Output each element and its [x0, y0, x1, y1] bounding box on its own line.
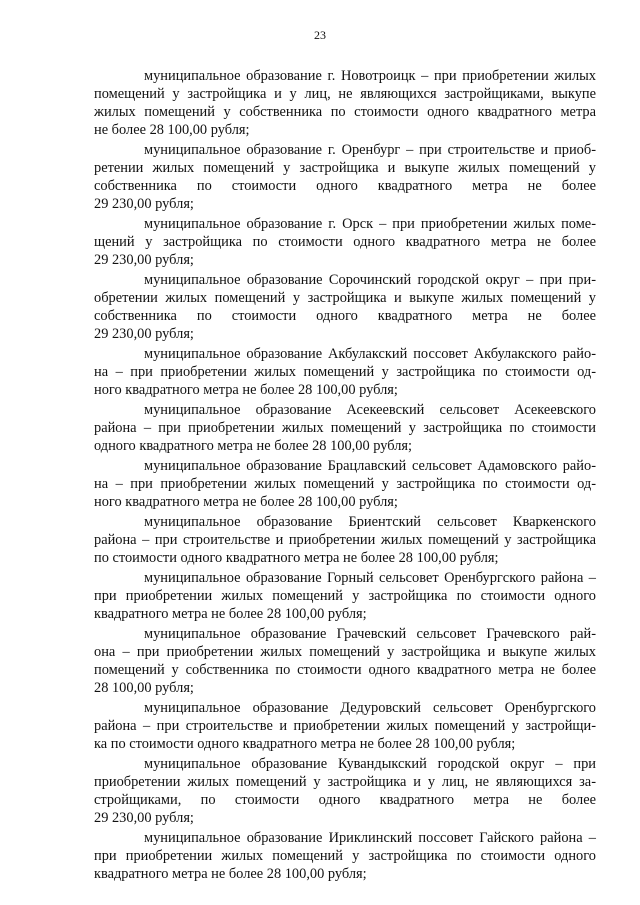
paragraph-line: собственника по стоимости одного квадратного метра не более [94, 308, 596, 324]
paragraph-line: не более 28 100,00 рубля; [94, 122, 250, 138]
paragraph-line: квадратного метра не более 28 100,00 рубля; [94, 606, 367, 622]
paragraph [94, 457, 596, 511]
paragraph-line: 29 230,00 рубля; [94, 326, 194, 342]
paragraph-line: собственника по стоимости одного квадратного метра не более [94, 178, 596, 194]
paragraph-line: муниципальное образование г. Новотроицк – при приобретении жилых [144, 68, 596, 84]
paragraph [94, 625, 596, 697]
paragraph-line: обретении жилых помещений у застройщика и выкупе жилых помещений у [94, 290, 596, 306]
paragraph-line: 29 230,00 рубля; [94, 252, 194, 268]
paragraph-line: ка по стоимости одного квадратного метра не более 28 100,00 рубля; [94, 736, 516, 752]
paragraph [94, 141, 596, 213]
paragraph-line: на – при приобретении жилых помещений у застройщика по стоимости од- [94, 476, 596, 492]
paragraph [94, 67, 596, 139]
paragraph-line: стройщиками, по стоимости одного квадратного метра не более [94, 792, 596, 808]
paragraph-line: муниципальное образование г. Орск – при приобретении жилых поме- [144, 216, 596, 232]
paragraph-line: ного квадратного метра не более 28 100,00 рубля; [94, 494, 398, 510]
paragraph-line: района – при строительстве и приобретении жилых помещений у застройщика [94, 532, 596, 548]
paragraph [94, 755, 596, 827]
paragraph-line: муниципальное образование Брацлавский сельсовет Адамовского райо- [144, 458, 596, 474]
paragraph-line: муниципальное образование Горный сельсовет Оренбургского района – [144, 570, 596, 586]
document-body [94, 67, 596, 885]
paragraph-line: щений у застройщика по стоимости одного квадратного метра не более [94, 234, 596, 250]
paragraph-line: на – при приобретении жилых помещений у застройщика по стоимости од- [94, 364, 596, 380]
paragraph [94, 345, 596, 399]
page-number: 23 [314, 28, 326, 42]
paragraph-line: по стоимости одного квадратного метра не более 28 100,00 рубля; [94, 550, 499, 566]
paragraph-line: муниципальное образование Дедуровский сельсовет Оренбургского [144, 700, 596, 716]
paragraph [94, 513, 596, 567]
paragraph-line: муниципальное образование Грачевский сельсовет Грачевского рай- [144, 626, 596, 642]
paragraph-line: квадратного метра не более 28 100,00 рубля; [94, 866, 367, 882]
paragraph [94, 215, 596, 269]
paragraph-line: муниципальное образование Бриентский сельсовет Кваркенского [144, 514, 596, 530]
paragraph-line: муниципальное образование Кувандыкский городской округ – при [144, 756, 596, 772]
paragraph-line: района – при приобретении жилых помещений у застройщика по стоимости [94, 420, 596, 436]
paragraph-line: муниципальное образование Асекеевский сельсовет Асекеевского [144, 402, 596, 418]
paragraph-line: приобретении жилых помещений у застройщика и у лиц, не являющихся за- [94, 774, 596, 790]
paragraph [94, 829, 596, 883]
paragraph-line: помещений у застройщика и у лиц, не являющихся застройщиками, выкупе [94, 86, 596, 102]
paragraph-line: ного квадратного метра не более 28 100,00 рубля; [94, 382, 398, 398]
paragraph-line: при приобретении жилых помещений у застройщика по стоимости одного [94, 848, 596, 864]
paragraph [94, 699, 596, 753]
paragraph-line: при приобретении жилых помещений у застройщика по стоимости одного [94, 588, 596, 604]
paragraph-line: 29 230,00 рубля; [94, 196, 194, 212]
paragraph-line: муниципальное образование Сорочинский городской округ – при при- [144, 272, 596, 288]
paragraph-line: 28 100,00 рубля; [94, 680, 194, 696]
paragraph-line: ретении жилых помещений у застройщика и выкупе жилых помещений у [94, 160, 596, 176]
paragraph-line: помещений у собственника по стоимости одного квадратного метра не более [94, 662, 596, 678]
paragraph-line: одного квадратного метра не более 28 100,00 рубля; [94, 438, 413, 454]
paragraph-line: муниципальное образование Акбулакский поссовет Акбулакского райо- [144, 346, 596, 362]
paragraph-line: 29 230,00 рубля; [94, 810, 194, 826]
paragraph-line: жилых помещений у собственника по стоимости одного квадратного метра [94, 104, 596, 120]
paragraph-line: она – при приобретении жилых помещений у застройщика и выкупе жилых [94, 644, 596, 660]
paragraph [94, 569, 596, 623]
paragraph-line: муниципальное образование Ириклинский поссовет Гайского района – [144, 830, 596, 846]
paragraph-line: района – при строительстве и приобретении жилых помещений у застройщи- [94, 718, 596, 734]
paragraph [94, 271, 596, 343]
paragraph-line: муниципальное образование г. Оренбург – при строительстве и приоб- [144, 142, 596, 158]
paragraph [94, 401, 596, 455]
